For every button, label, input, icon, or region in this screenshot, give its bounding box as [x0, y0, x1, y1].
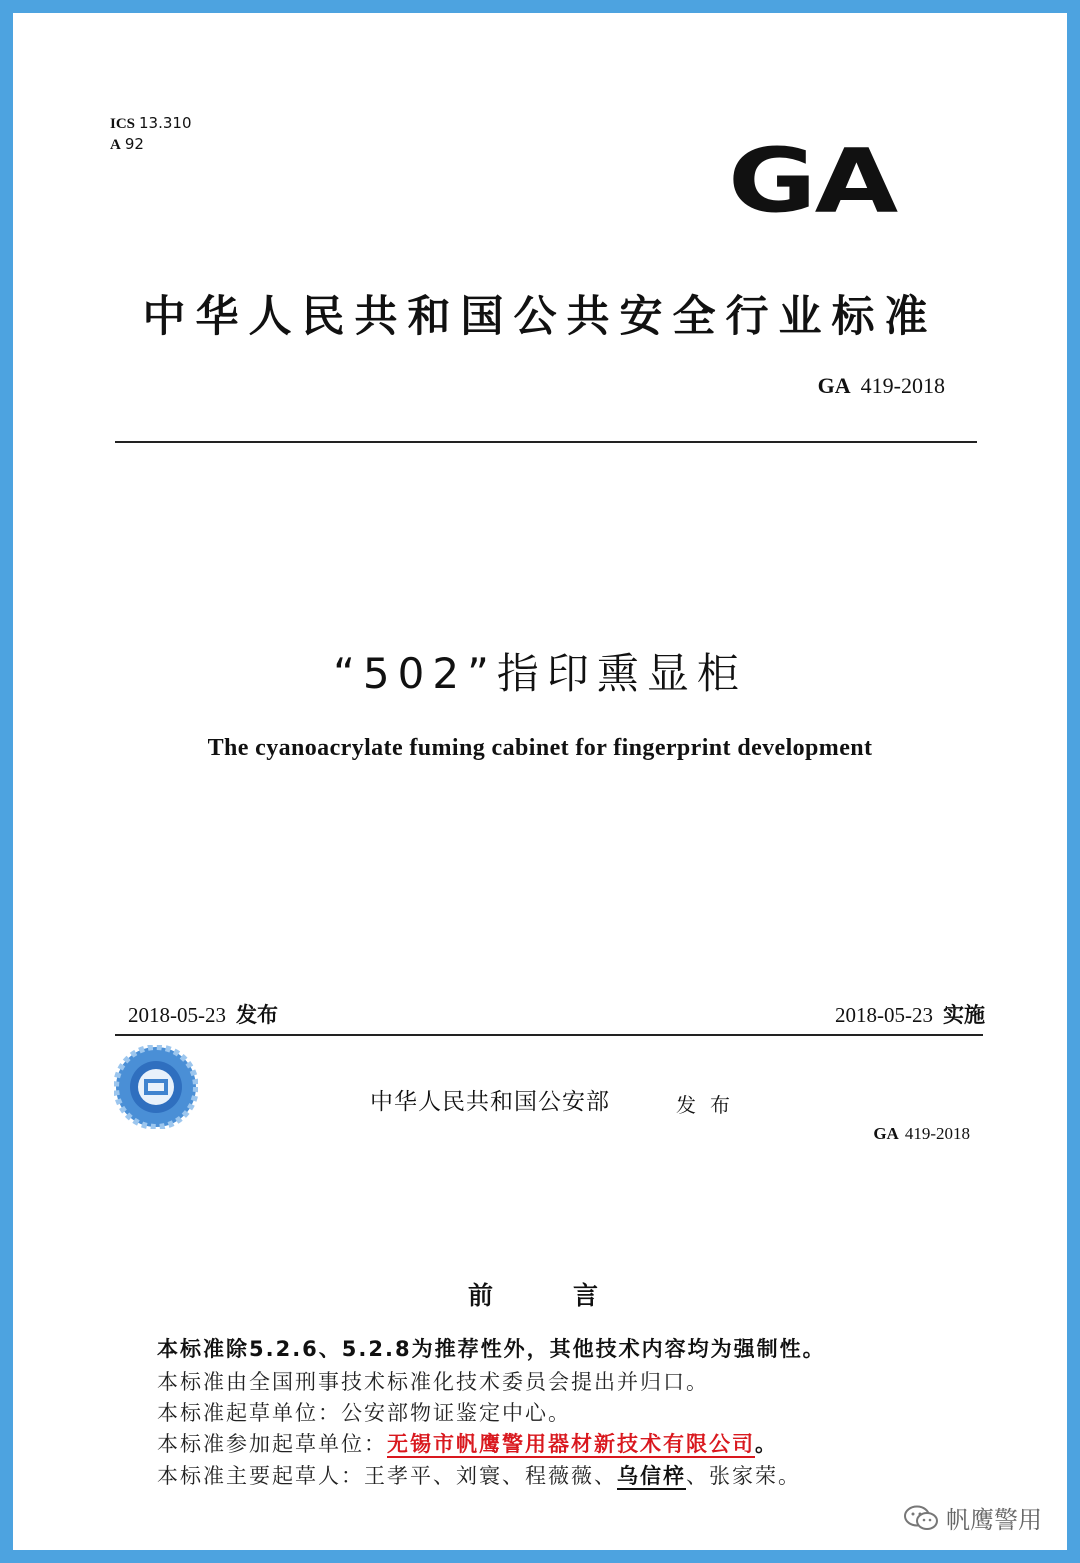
- standard-prefix: GA: [817, 373, 851, 398]
- impl-date-value: 2018-05-23: [835, 1003, 933, 1027]
- chinese-title: “502”指印熏显柜: [333, 649, 747, 698]
- ics-classification: [110, 113, 192, 155]
- english-title: The cyanoacrylate fuming cabinet for fingerprint development: [207, 735, 873, 761]
- preface-line-1: 本标准除5.2.6、5.2.8为推荐性外，其他技术内容均为强制性。: [157, 1337, 826, 1361]
- issue-label: 发布: [236, 1003, 278, 1027]
- standard-number-value: 419-2018: [860, 373, 945, 398]
- preface-title: 前言: [468, 1281, 679, 1310]
- wechat-icon: [904, 1505, 938, 1531]
- header-divider: [115, 441, 977, 443]
- ics-label: ICS: [110, 116, 136, 132]
- highlighted-drafter: 乌信梓: [617, 1464, 686, 1488]
- preface-line-4-suffix: 。: [755, 1432, 778, 1456]
- preface-line-4-prefix: 本标准参加起草单位：: [157, 1432, 387, 1456]
- class-value: 92: [124, 135, 144, 153]
- impl-label: 实施: [943, 1003, 985, 1027]
- ga-logo: GA: [728, 130, 897, 233]
- ics-value: 13.310: [139, 114, 192, 132]
- watermark-text: 帆鹰警用: [946, 1506, 1042, 1534]
- preface-line-2: 本标准由全国刑事技术标准化技术委员会提出并归口。: [157, 1370, 709, 1394]
- publisher-name: 中华人民共和国公安部: [370, 1089, 610, 1115]
- highlighted-company: 无锡市帆鹰警用器材新技术有限公司: [387, 1432, 755, 1456]
- publish-label: 发布: [676, 1093, 744, 1117]
- running-standard-prefix: GA: [873, 1124, 899, 1143]
- running-standard-number-value: 419-2018: [904, 1124, 970, 1143]
- footer-divider: [115, 1034, 983, 1036]
- class-label: A: [110, 137, 121, 153]
- standard-category-title: 中华人民共和国公共安全行业标准: [142, 292, 938, 342]
- implementation-date: [835, 999, 985, 1029]
- preface-line-5-prefix: 本标准主要起草人：王孝平、刘寰、程薇薇、: [157, 1464, 617, 1488]
- document-page: [13, 13, 1067, 1550]
- preface-line-4: [157, 1430, 778, 1458]
- preface-line-5-suffix: 、张家荣。: [686, 1464, 801, 1488]
- standard-number: [818, 373, 945, 399]
- publisher-seal-icon: [114, 1045, 198, 1129]
- preface-line-3: 本标准起草单位：公安部物证鉴定中心。: [157, 1401, 571, 1425]
- issue-date-value: 2018-05-23: [128, 1003, 226, 1027]
- running-standard-number: [873, 1124, 970, 1144]
- preface-line-5: [157, 1462, 801, 1490]
- watermark: [904, 1500, 1042, 1535]
- issue-date: [128, 999, 278, 1029]
